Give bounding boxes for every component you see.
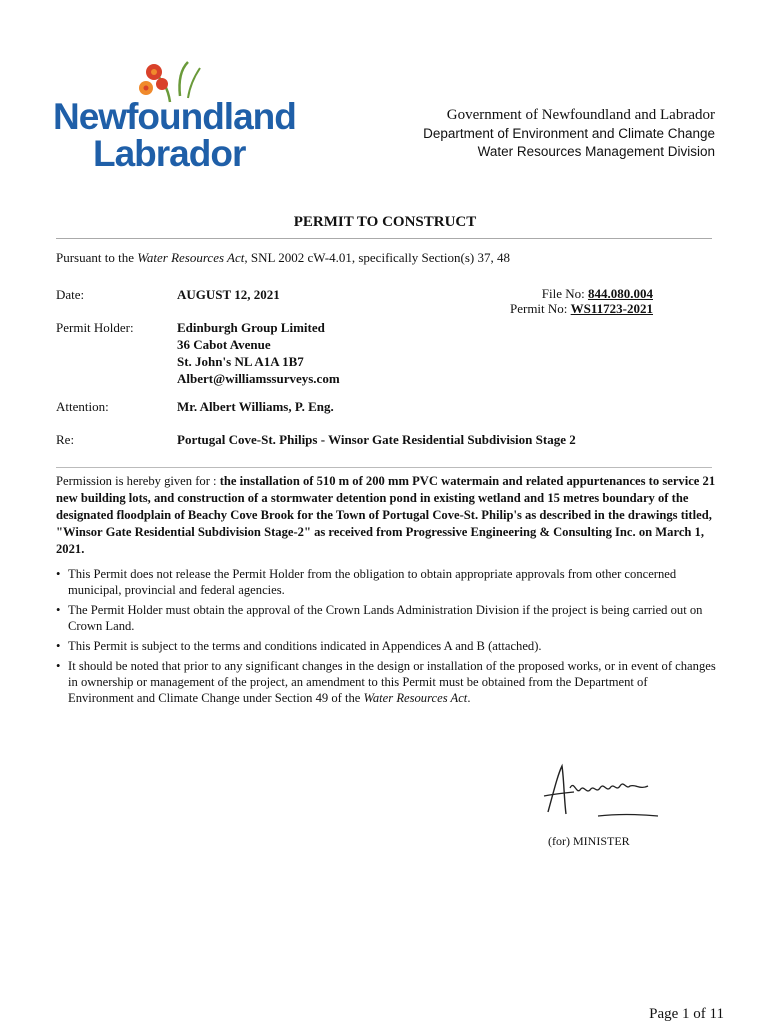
title-divider bbox=[56, 238, 712, 239]
section-divider bbox=[56, 467, 712, 468]
signature-image bbox=[540, 760, 660, 830]
list-item: • This Permit is subject to the terms and conditions indicated in Appendices A and B (attached). bbox=[56, 638, 716, 654]
holder-email: Albert@williamssurveys.com bbox=[177, 371, 340, 386]
list-item bbox=[56, 658, 716, 706]
bullet4-act: Water Resources Act bbox=[363, 691, 468, 705]
permit-number bbox=[510, 301, 653, 317]
permit-no-label: Permit No: bbox=[509, 301, 571, 316]
date-value: AUGUST 12, 2021 bbox=[177, 287, 280, 302]
page-number: Page 1 of 11 bbox=[649, 1006, 724, 1022]
logo-word-newfoundland: Newfoundland bbox=[53, 96, 296, 137]
division-name: Water Resources Management Division bbox=[477, 144, 715, 159]
holder-line: Edinburgh Group Limited bbox=[177, 320, 325, 335]
logo-word-labrador: Labrador bbox=[93, 133, 246, 174]
re-label: Re: bbox=[56, 432, 75, 447]
attention-label: Attention: bbox=[56, 399, 109, 414]
list-item: • The Permit Holder must obtain the approval of the Crown Lands Administration Division if the project is being carried out on Crown Land. bbox=[56, 602, 716, 634]
pursuant-prefix: Pursuant to the bbox=[56, 250, 138, 265]
bullet4-end: . bbox=[467, 691, 471, 705]
conditions-list bbox=[56, 566, 716, 710]
permission-statement bbox=[56, 473, 716, 558]
government-name: Government of Newfoundland and Labrador bbox=[446, 107, 715, 123]
holder-line: 36 Cabot Avenue bbox=[177, 337, 271, 352]
date-label: Date: bbox=[56, 287, 85, 302]
permission-prefix: Permission is hereby given for : bbox=[56, 474, 220, 488]
attention-value: Mr. Albert Williams, P. Eng. bbox=[177, 399, 334, 414]
permit-holder-label: Permit Holder: bbox=[56, 320, 134, 335]
pursuant-suffix: , SNL 2002 cW-4.01, specifically Section(s) 37, 48 bbox=[244, 250, 510, 265]
newfoundland-labrador-logo bbox=[50, 58, 296, 176]
file-no-value: 844.080.004 bbox=[588, 286, 653, 301]
permit-no-value: WS11723-2021 bbox=[570, 301, 653, 316]
pursuant-statement bbox=[56, 250, 510, 266]
bullet4-text: It should be noted that prior to any significant changes in the design or installation of the proposed works, or in event of changes in ownership or management of the project, an amendment to this Permit must be obtained from the Department of Environment and Climate Change under Section 49 of the bbox=[68, 659, 716, 705]
document-title: PERMIT TO CONSTRUCT bbox=[293, 214, 477, 230]
permission-body: the installation of 510 m of 200 mm PVC watermain and related appurtenances to service 21 new building lots, and construction of a stormwater detention pond in existing wetland and 15 metres boundary of the designated floodplain of Beachy Cove Brook for the Town of Portugal Cove-St. Philip's as described in the drawings titled, "Winsor Gate Residential Subdivision Stage-2" as received from Progressive Engineering & Consulting Inc. on March 1, 2021. bbox=[56, 474, 716, 556]
re-value: Portugal Cove-St. Philips - Winsor Gate Residential Subdivision Stage 2 bbox=[177, 432, 576, 447]
list-item: • This Permit does not release the Permit Holder from the obligation to obtain appropriate approvals from other concerned municipal, provincial and federal agencies. bbox=[56, 566, 716, 598]
file-number bbox=[542, 286, 653, 302]
permit-holder-address bbox=[177, 319, 340, 387]
minister-label: (for) MINISTER bbox=[548, 834, 630, 848]
pursuant-act: Water Resources Act bbox=[137, 250, 245, 265]
department-name: Department of Environment and Climate Change bbox=[423, 126, 715, 141]
holder-line: St. John's NL A1A 1B7 bbox=[177, 354, 304, 369]
file-no-label: File No: bbox=[541, 286, 588, 301]
